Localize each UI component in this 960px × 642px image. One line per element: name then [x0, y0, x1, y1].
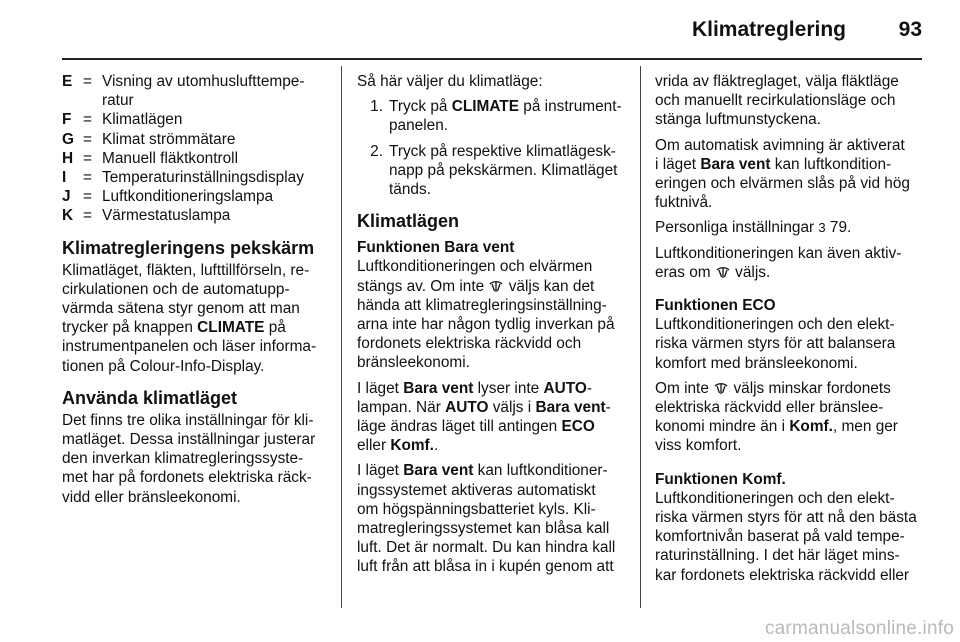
- text-line: panelen.: [389, 117, 449, 135]
- text-run: trycker på knappen: [62, 319, 198, 337]
- paragraph-personal-settings: [655, 218, 925, 237]
- step-text: [389, 97, 622, 135]
- step-text: [389, 142, 617, 200]
- legend-item: [62, 206, 330, 225]
- legend-definitions: [62, 72, 330, 226]
- text-line: elektriska räckvidd eller bränslee-: [655, 399, 884, 417]
- text-run: lampan. När: [357, 398, 446, 416]
- text-run: lyser inte: [473, 379, 544, 397]
- text-line: komfort med bränsleekonomi.: [655, 354, 858, 372]
- text-line: Luftkonditioneringen och den elekt-: [655, 489, 895, 507]
- legend-value-line: ratur: [102, 92, 134, 110]
- section-heading-touchscreen: Klimatregleringens pekskärm: [62, 237, 315, 258]
- text-line: Luftkonditioneringen och den elekt-: [655, 316, 895, 334]
- text-run: -: [605, 398, 611, 416]
- legend-key: G: [62, 130, 74, 148]
- text-line: luft. Det är normalt. Du kan hindra kall: [357, 539, 616, 557]
- snowflake-fan-icon: [488, 279, 504, 293]
- column-divider-1: [341, 66, 342, 608]
- text-run: 79.: [825, 219, 852, 237]
- text-line: arna inte har någon tydlig inverkan på: [357, 316, 615, 334]
- legend-key: H: [62, 149, 74, 167]
- section-heading-modes: Klimatlägen: [357, 211, 460, 232]
- subheading-komf: Funktionen Komf.: [655, 470, 786, 488]
- legend-key: F: [62, 111, 72, 129]
- text-run: Tryck på: [389, 98, 452, 116]
- komf-label: Komf.: [789, 418, 833, 436]
- header-rule: [62, 58, 922, 60]
- legend-value: Temperaturinställningsdisplay: [102, 169, 304, 187]
- text-run: .: [433, 437, 439, 455]
- text-run: konomi mindre än i: [655, 418, 790, 436]
- legend-item: [62, 110, 330, 129]
- text-run: Personliga inställningar: [655, 219, 819, 237]
- text-line: värmda sätena styr genom att man: [62, 300, 300, 318]
- paragraph-fan-control: [655, 72, 925, 130]
- step-number: 1.: [370, 98, 383, 116]
- text-line: tänds.: [389, 181, 431, 199]
- bara-vent-label: Bara vent: [403, 462, 474, 480]
- legend-equals: =: [83, 207, 92, 225]
- text-line: Luftkonditioneringen och elvärmen: [357, 258, 593, 276]
- paragraph-auto-defog: [655, 136, 925, 213]
- text-line: Om automatisk avimning är aktiverat: [655, 136, 905, 154]
- legend-value: Luftkonditioneringslampa: [102, 188, 274, 206]
- text-line: Det finns tre olika inställningar för kli-: [62, 411, 314, 429]
- text-run: på: [264, 319, 286, 337]
- legend-equals: =: [83, 188, 92, 206]
- text-line: matregleringssystemet kan blåsa kall: [357, 520, 610, 538]
- legend-equals: =: [83, 111, 92, 129]
- page-number: 93: [898, 18, 922, 41]
- watermark: carmanualsonline.info: [764, 618, 954, 639]
- paragraph-air-conditioning: [357, 461, 625, 576]
- text-run: läge ändras läget till antingen: [357, 418, 562, 436]
- legend-key: E: [62, 73, 73, 90]
- legend-equals: =: [83, 130, 92, 148]
- subheading-eco: Funktionen ECO: [655, 297, 776, 315]
- column-1: [62, 72, 330, 513]
- paragraph-auto-lamp: [357, 379, 625, 456]
- steps-list: [357, 97, 625, 199]
- text-run: kan luftkondition-: [770, 155, 892, 173]
- legend-key: I: [62, 169, 67, 187]
- text-line: och manuellt recirkulationsläge och: [655, 92, 896, 110]
- text-line: stänga luftmunstyckena.: [655, 111, 821, 129]
- auto-label: AUTO: [543, 379, 587, 397]
- legend-value-line: Visning av utomhuslufttempe-: [102, 73, 305, 90]
- text-run: Om inte: [655, 379, 714, 397]
- legend-item: [62, 72, 330, 110]
- text-run: väljs i: [488, 398, 536, 416]
- text-run: eller: [357, 437, 391, 455]
- step-number: 2.: [370, 142, 383, 160]
- legend-value: [102, 72, 304, 110]
- legend-equals: =: [83, 73, 92, 90]
- text-run: väljs.: [730, 263, 771, 281]
- paragraph-eco-range: [655, 379, 925, 456]
- text-run: stängs av. Om inte: [357, 277, 489, 295]
- text-run: , men ger: [832, 418, 898, 436]
- bara-vent-label: Bara vent: [700, 155, 771, 173]
- legend-key: J: [62, 188, 71, 206]
- legend-value: Värmestatuslampa: [102, 207, 231, 225]
- text-line: komfortnivån baserat på vald tempe-: [655, 528, 905, 546]
- text-line: tionen på Colour-Info-Display.: [62, 357, 265, 375]
- text-run: i läget: [655, 155, 701, 173]
- chapter-title: Klimatreglering: [691, 18, 846, 41]
- text-run: eras om: [655, 263, 715, 281]
- text-line: viss komfort.: [655, 437, 742, 455]
- subheading-bara-vent: Funktionen Bara vent: [357, 239, 515, 257]
- legend-value: Klimatlägen: [102, 111, 183, 129]
- legend-item: [62, 187, 330, 206]
- text-line: hända att klimatregleringsinställning-: [357, 296, 607, 314]
- paragraph-komf: [655, 489, 925, 585]
- text-line: matläget. Dessa inställningar justerar: [62, 431, 316, 449]
- text-run: I läget: [357, 462, 404, 480]
- legend-key: K: [62, 207, 74, 225]
- bara-vent-label: Bara vent: [403, 379, 474, 397]
- text-line: kar fordonets elektriska räckvidd eller: [655, 566, 910, 584]
- text-line: instrumentpanelen och läser informa-: [62, 338, 317, 356]
- paragraph-ac-activation: [655, 244, 925, 282]
- text-run: I läget: [357, 379, 404, 397]
- eco-label: ECO: [561, 418, 595, 436]
- legend-item: [62, 130, 330, 149]
- bara-vent-label: Bara vent: [535, 398, 606, 416]
- text-line: Klimatläget, fläkten, lufttillförseln, re-: [62, 261, 310, 279]
- text-line: Tryck på respektive klimatlägesk-: [389, 142, 616, 160]
- text-line: met har på fordonets elektriska räck-: [62, 469, 312, 487]
- column-3: [655, 72, 925, 591]
- legend-equals: =: [83, 169, 92, 187]
- text-line: fuktnivå.: [655, 194, 713, 212]
- text-line: cirkulationen och de automatupp-: [62, 280, 290, 298]
- legend-equals: =: [83, 149, 92, 167]
- text-line: eringen och elvärmen slås på vid hög: [655, 175, 910, 193]
- auto-label: AUTO: [445, 398, 489, 416]
- paragraph-touchscreen: [62, 261, 330, 376]
- text-line: bränsleekonomi.: [357, 354, 470, 372]
- step-item: [357, 97, 625, 135]
- text-run: väljs kan det: [504, 277, 595, 295]
- text-run: väljs minskar fordonets: [729, 379, 891, 397]
- snowflake-fan-icon: [715, 265, 731, 279]
- legend-value: Klimat strömmätare: [102, 130, 236, 148]
- text-line: vidd eller bränsleekonomi.: [62, 488, 241, 506]
- text-run: kan luftkonditioner-: [473, 462, 608, 480]
- komf-label: Komf.: [390, 437, 434, 455]
- column-2: [357, 72, 625, 583]
- text-line: ingssystemet aktiveras automatiskt: [357, 481, 596, 499]
- text-line: om högspänningsbatteriet kyls. Kli-: [357, 500, 596, 518]
- steps-intro: Så här väljer du klimatläge:: [357, 73, 543, 90]
- text-run: -: [586, 379, 592, 397]
- snowflake-fan-icon: [713, 381, 729, 395]
- text-line: vrida av fläktreglaget, välja fläktläge: [655, 73, 899, 90]
- page-header: [62, 18, 922, 48]
- text-run: på instrument-: [518, 98, 622, 116]
- step-item: [357, 142, 625, 200]
- legend-item: [62, 168, 330, 187]
- text-line: riska värmen styrs för att balansera: [655, 335, 896, 353]
- text-line: den inverkan klimatregleringssyste-: [62, 450, 304, 468]
- legend-value: Manuell fläktkontroll: [102, 149, 239, 167]
- page-reference-arrow-icon: 3: [818, 220, 826, 236]
- column-divider-2: [640, 66, 641, 608]
- text-line: luft från att blåsa in i kupén genom att: [357, 558, 614, 576]
- text-line: raturinställning. I det här läget mins-: [655, 547, 900, 565]
- text-line: riska värmen styrs för att nå den bästa: [655, 509, 917, 527]
- section-heading-use-mode: Använda klimatläget: [62, 387, 238, 408]
- climate-button-label: CLIMATE: [197, 319, 265, 337]
- paragraph-bara-vent: [357, 257, 625, 372]
- text-line: Luftkonditioneringen kan även aktiv-: [655, 244, 902, 262]
- legend-item: [62, 149, 330, 168]
- climate-button-label: CLIMATE: [451, 98, 519, 116]
- text-line: fordonets elektriska räckvidd och: [357, 335, 582, 353]
- text-line: napp på pekskärmen. Klimatläget: [389, 161, 618, 179]
- paragraph-use-mode: [62, 411, 330, 507]
- paragraph-eco: [655, 315, 925, 373]
